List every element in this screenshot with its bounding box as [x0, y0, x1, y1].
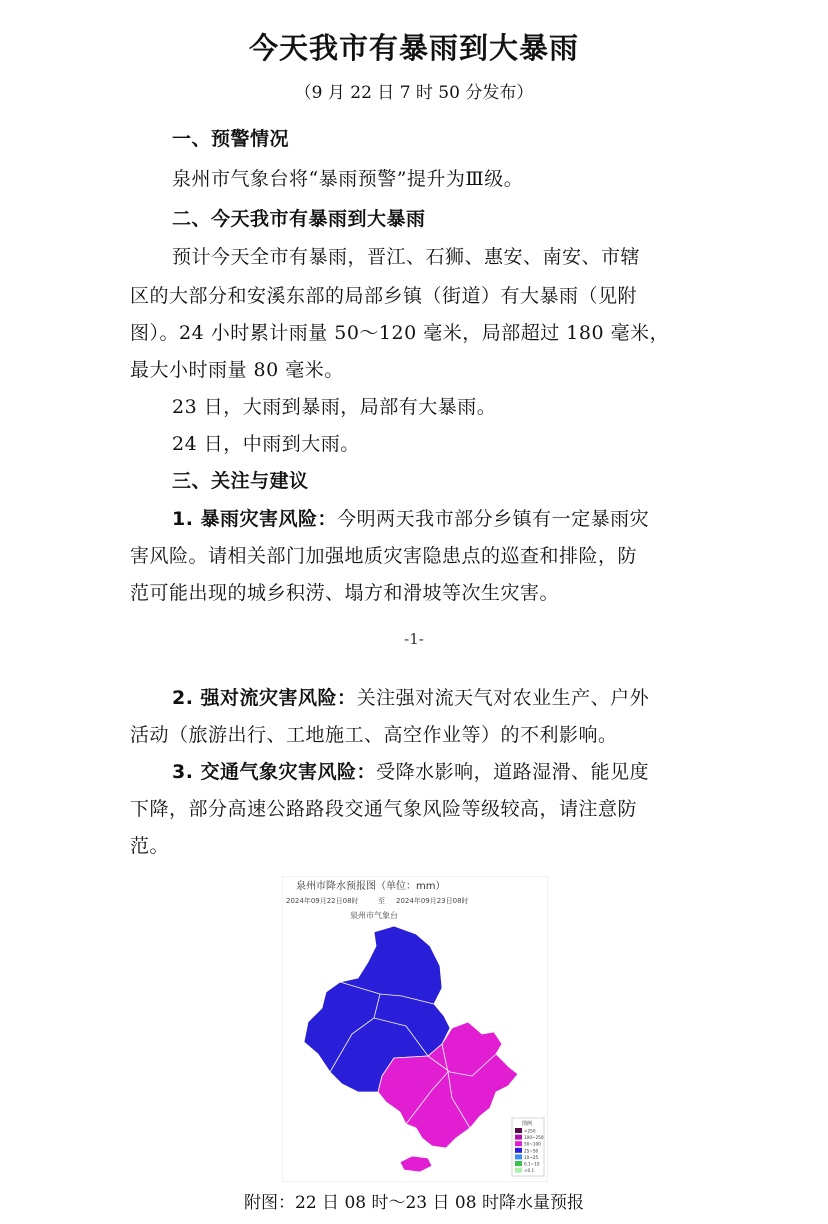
legend-label: >250	[524, 1128, 536, 1134]
publish-time: （9 月 22 日 7 时 50 分发布）	[294, 83, 534, 103]
section-heading-advice: 三、关注与建议	[172, 470, 309, 492]
map-issuer: 泉州市气象台	[350, 911, 398, 920]
legend-label: 50~100	[524, 1141, 541, 1147]
advice-3-line-2: 下降，部分高速公路路段交通气象风险等级较高，请注意防	[130, 798, 638, 820]
advice-1-line-3: 范可能出现的城乡积涝、塌方和滑坡等次生灾害。	[130, 582, 560, 604]
legend-label: 25~50	[524, 1148, 539, 1154]
forecast-day-24: 24 日，中雨到大雨。	[172, 433, 360, 455]
advice-3-text: 受降水影响，道路湿滑、能见度	[376, 761, 650, 783]
advice-2-line-1	[172, 683, 752, 710]
section-heading-forecast: 二、今天我市有暴雨到大暴雨	[172, 208, 426, 230]
map-time-end: 2024年09月23日08时	[396, 897, 469, 905]
advice-3-line-1	[172, 757, 752, 784]
legend-swatch	[515, 1161, 522, 1166]
advice-2-text: 关注强对流天气对农业生产、户外	[356, 687, 650, 709]
legend-swatch	[515, 1168, 522, 1173]
section-heading-warning: 一、预警情况	[172, 128, 290, 150]
legend-label: 10~25	[524, 1154, 539, 1160]
legend-label: <0.1	[524, 1168, 535, 1174]
legend-swatch	[515, 1154, 522, 1159]
forecast-line-4: 最大小时雨量 80 毫米。	[130, 359, 344, 381]
document-title: 今天我市有暴雨到大暴雨	[248, 31, 579, 65]
advice-3-label: 3. 交通气象灾害风险：	[172, 761, 377, 783]
map-title: 泉州市降水预报图（单位：mm）	[296, 881, 446, 892]
legend-swatch	[515, 1148, 522, 1153]
legend-swatch	[515, 1141, 522, 1146]
forecast-line-2: 区的大部分和安溪东部的局部乡镇（街道）有大暴雨（见附	[130, 285, 638, 307]
legend-label: 100~250	[524, 1135, 544, 1141]
forecast-line-3: 图）。24 小时累计雨量 50～120 毫米，局部超过 180 毫米，	[130, 322, 670, 344]
map-time-start: 2024年09月22日08时	[286, 897, 359, 905]
advice-1-label: 1. 暴雨灾害风险：	[172, 508, 338, 530]
legend-title: 图例	[522, 1121, 533, 1127]
warning-text: 泉州市气象台将“暴雨预警”提升为Ⅲ级。	[172, 168, 524, 190]
advice-1-line-1	[172, 504, 752, 531]
advice-3-line-3: 范。	[130, 835, 170, 857]
legend-swatch	[515, 1135, 522, 1140]
forecast-line-1: 预计今天全市有暴雨，晋江、石狮、惠安、南安、市辖	[172, 246, 641, 268]
advice-2-label: 2. 强对流灾害风险：	[172, 687, 357, 709]
map-time-separator: 至	[378, 897, 385, 905]
page-number: -1-	[404, 630, 424, 648]
forecast-day-23: 23 日，大雨到暴雨，局部有大暴雨。	[172, 396, 497, 418]
legend-label: 0.1~10	[524, 1161, 540, 1167]
advice-1-text: 今明两天我市部分乡镇有一定暴雨灾	[337, 508, 650, 530]
legend-swatch	[515, 1128, 522, 1133]
advice-1-line-2: 害风险。请相关部门加强地质灾害隐患点的巡查和排险，防	[130, 545, 638, 567]
precipitation-forecast-map	[282, 876, 548, 1182]
map-legend	[512, 1118, 544, 1176]
advice-2-line-2: 活动（旅游出行、工地施工、高空作业等）的不利影响。	[130, 724, 618, 746]
figure-caption: 附图：22 日 08 时～23 日 08 时降水量预报	[244, 1193, 584, 1213]
